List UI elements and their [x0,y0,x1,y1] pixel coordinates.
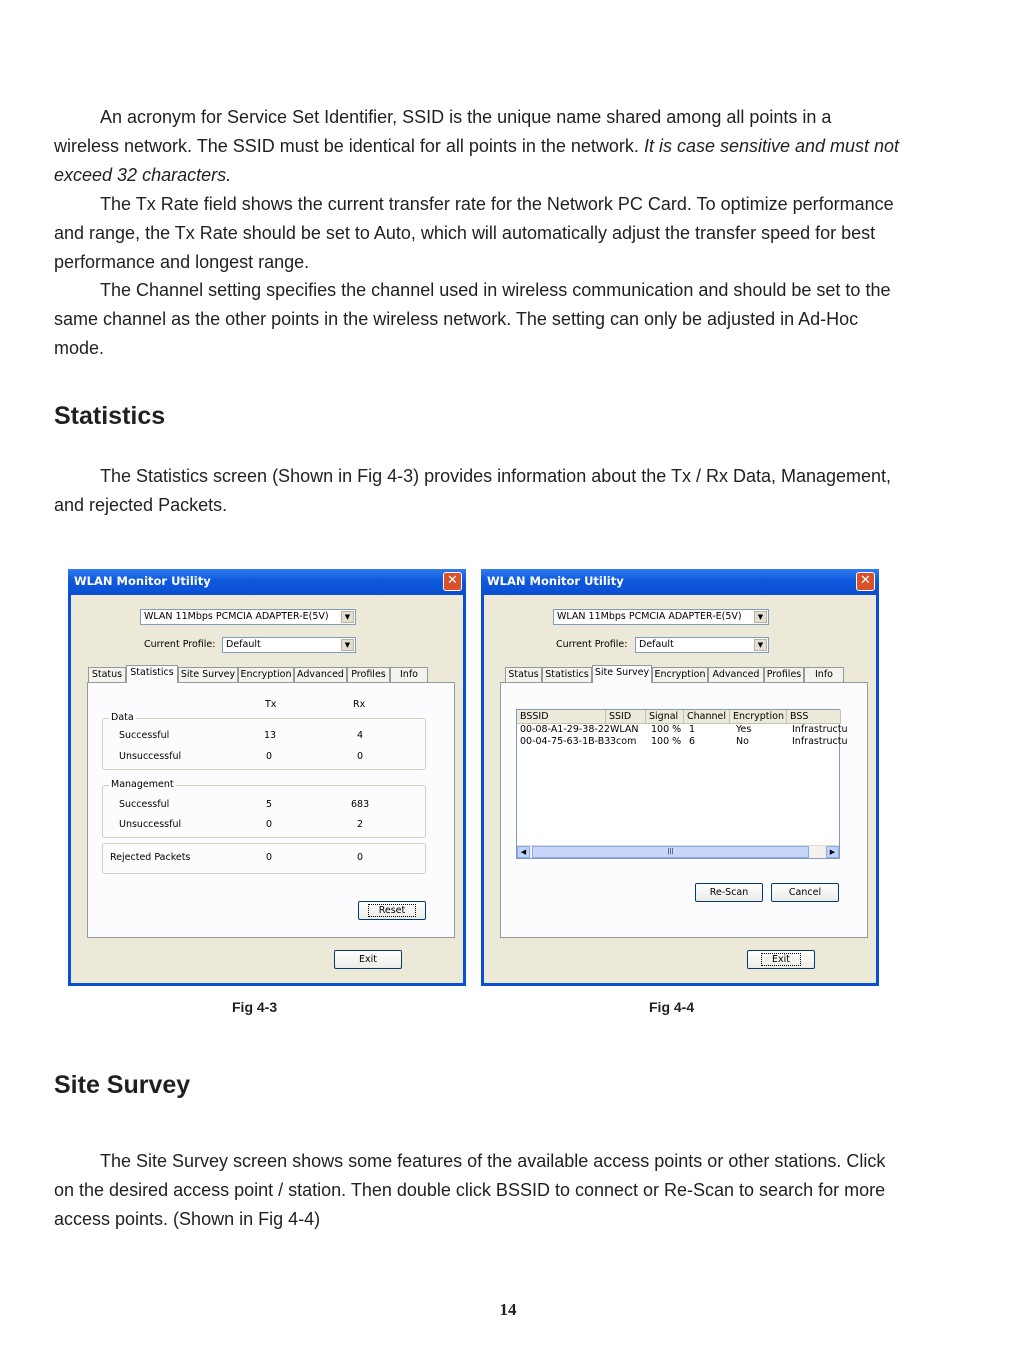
data-successful-tx: 13 [264,730,277,741]
title-bar[interactable] [481,569,879,595]
mgmt-successful-tx: 5 [266,799,273,810]
column-ssid[interactable]: SSID [606,710,646,724]
scroll-thumb[interactable]: ||| [532,846,809,858]
management-group-title: Management [111,779,174,790]
row2-signal: 100 % [651,736,682,747]
data-unsuccessful-rx: 0 [357,751,364,762]
adapter-value: WLAN 11Mbps PCMCIA ADAPTER-E(5V) [144,611,329,622]
row1-bss: Infrastructu [792,724,848,735]
channel-paragraph [54,276,900,363]
chevron-down-icon[interactable]: ▼ [754,639,767,651]
data-group-title: Data [111,712,134,723]
site-survey-heading: Site Survey [54,1071,191,1099]
window-client [71,595,463,983]
tab-profiles[interactable]: Profiles [347,667,390,682]
tab-encryption[interactable]: Encryption [238,667,294,682]
window-title: WLAN Monitor Utility [74,574,211,588]
fig-4-4-caption: Fig 4-4 [649,999,695,1015]
rejected-label: Rejected Packets [110,852,191,863]
reset-label: Reset [369,905,416,916]
profile-select[interactable] [222,637,356,653]
txrate-text: The Tx Rate field shows the current transfer rate for the Network PC Card. To optimize performance and range, the Tx Rate should be set to Auto, which will automatically adjust the transfer speed for best performance and longest range. [54,194,894,272]
adapter-value: WLAN 11Mbps PCMCIA ADAPTER-E(5V) [557,611,742,622]
fig-4-3-caption: Fig 4-3 [232,999,278,1015]
data-group [102,712,426,770]
management-group [102,779,426,838]
tx-header: Tx [265,699,277,710]
profile-label: Current Profile: [144,639,216,650]
mgmt-successful-rx: 683 [351,799,370,810]
window-client [484,595,876,983]
tab-advanced[interactable]: Advanced [708,667,764,682]
tab-strip [88,665,428,683]
ssid-text: An acronym for Service Set Identifier, SSID is the unique name shared among all points in a wireless network. The SSID must be identical for all points in the network. [54,107,832,156]
site-survey-window [481,569,879,986]
column-signal[interactable]: Signal [646,710,684,724]
exit-button[interactable]: Exit [334,950,402,969]
horizontal-scrollbar[interactable] [517,845,839,858]
column-encryption[interactable]: Encryption [730,710,787,724]
tab-site-survey[interactable]: Site Survey [592,665,652,683]
channel-text: The Channel setting specifies the channel used in wireless communication and should be set to the same channel as the other points in the wireless network. The setting can only be adjusted in Ad-Hoc mode. [54,280,891,358]
statistics-panel [87,682,455,938]
scroll-right-icon[interactable]: ▶ [826,846,839,858]
tab-statistics[interactable]: Statistics [542,667,592,682]
rx-header: Rx [353,699,366,710]
mgmt-successful-label: Successful [119,799,170,810]
rescan-button[interactable]: Re-Scan [695,883,763,902]
chevron-down-icon[interactable]: ▼ [341,639,354,651]
cancel-button[interactable]: Cancel [771,883,839,902]
mgmt-unsuccessful-rx: 2 [357,819,364,830]
access-point-list[interactable] [516,709,848,859]
tab-info[interactable]: Info [804,667,844,682]
rejected-group [102,843,426,874]
row2-ssid: 3com [610,736,637,747]
chevron-down-icon[interactable]: ▼ [341,611,354,623]
tab-advanced[interactable]: Advanced [294,667,347,682]
exit-label: Exit [762,954,800,965]
scroll-left-icon[interactable]: ◀ [517,846,530,858]
site-survey-text: The Site Survey screen shows some features of the available access points or other stations. Click on the desired access point / station. Then double click BSSID to connect or Re-Scan to search for more access points. (Shown in Fig 4-4) [54,1151,886,1229]
tab-site-survey[interactable]: Site Survey [178,667,238,682]
site-survey-paragraph [54,1147,900,1234]
profile-value: Default [226,639,261,650]
rejected-rx: 0 [357,852,364,863]
title-bar[interactable] [68,569,466,595]
tab-statistics[interactable]: Statistics [126,665,178,683]
page-number: 14 [499,1300,517,1319]
site-survey-panel [500,682,868,938]
row1-channel: 1 [689,724,696,735]
row2-encryption: No [736,736,749,747]
profile-label: Current Profile: [556,639,628,650]
statistics-heading: Statistics [54,402,166,430]
profile-value: Default [639,639,674,650]
row2-channel: 6 [689,736,696,747]
tab-profiles[interactable]: Profiles [764,667,804,682]
data-unsuccessful-label: Unsuccessful [119,751,182,762]
statistics-text: The Statistics screen (Shown in Fig 4-3) provides information about the Tx / Rx Data, Management, and rejected Packets. [54,466,892,515]
ssid-paragraph [54,103,900,190]
tab-encryption[interactable]: Encryption [652,667,708,682]
column-bssid[interactable]: BSSID [517,710,606,724]
ssid-italic-note: It is case sensitive and must not exceed 32 characters. [54,136,900,185]
chevron-down-icon[interactable]: ▼ [754,611,767,623]
row1-signal: 100 % [651,724,682,735]
data-unsuccessful-tx: 0 [266,751,273,762]
row2-bss: Infrastructu [792,736,848,747]
reset-button[interactable] [358,901,426,920]
data-successful-rx: 4 [357,730,364,741]
tab-strip [501,665,845,683]
row1-ssid: WLAN [610,724,639,735]
tab-status[interactable]: Status [88,667,126,682]
data-successful-label: Successful [119,730,170,741]
mgmt-unsuccessful-tx: 0 [266,819,273,830]
row1-bssid: 00-08-A1-29-38-22 [520,724,610,735]
rejected-tx: 0 [266,852,273,863]
close-icon[interactable]: ✕ [856,572,875,591]
mgmt-unsuccessful-label: Unsuccessful [119,819,182,830]
window-title: WLAN Monitor Utility [487,574,624,588]
txrate-paragraph [54,190,900,277]
column-bss[interactable]: BSS [787,710,841,724]
statistics-paragraph [54,462,900,520]
adapter-select[interactable] [140,609,356,625]
statistics-window [68,569,466,986]
adapter-select[interactable] [553,609,769,625]
column-channel[interactable]: Channel [684,710,730,724]
tab-status[interactable]: Status [505,667,542,682]
profile-select[interactable] [635,637,769,653]
close-icon[interactable]: ✕ [443,572,462,591]
row1-encryption: Yes [736,724,752,735]
tab-info[interactable]: Info [390,667,428,682]
row2-bssid: 00-04-75-63-1B-B3 [520,736,611,747]
exit-button[interactable] [747,950,815,969]
